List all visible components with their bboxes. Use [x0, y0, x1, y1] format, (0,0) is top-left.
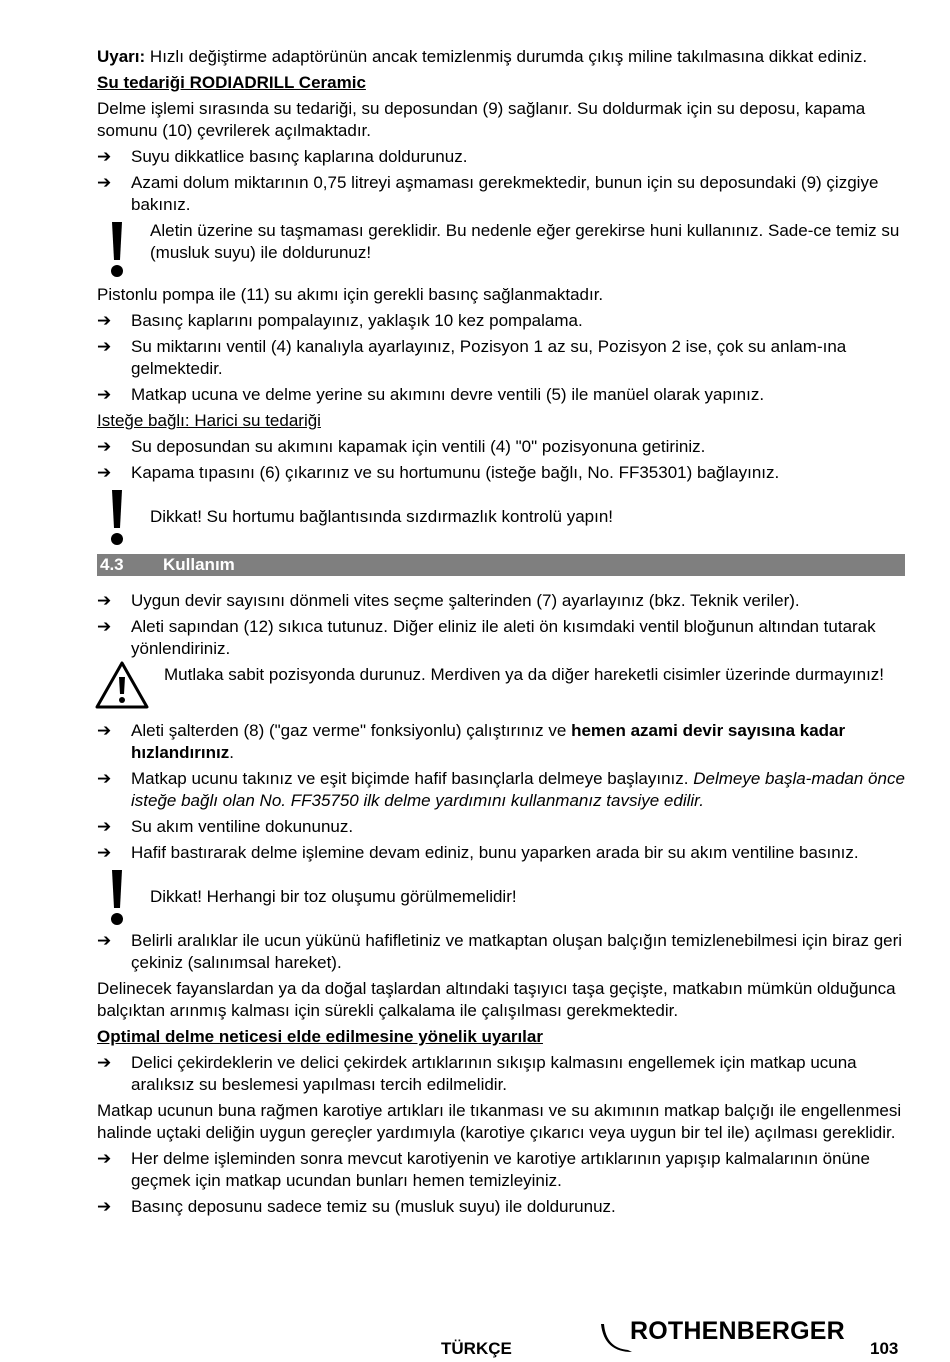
arrow-right-icon: ➔ [97, 721, 112, 740]
list-item [97, 816, 905, 838]
step-text: Basınç kaplarını pompalayınız, yaklaşık 10 kez pompalama. [131, 311, 583, 330]
arrow-right-icon: ➔ [97, 931, 112, 950]
caution-note [97, 488, 905, 546]
note-text: Dikkat! Su hortumu bağlantısında sızdırmazlık kontrolü yapın! [150, 507, 614, 526]
warning-label: Uyarı: [97, 47, 146, 66]
exclamation-icon [109, 222, 125, 278]
brand-logo [600, 1318, 850, 1356]
intro-warning [97, 46, 905, 68]
step-emphasis: hemen azami devir sayısına kadar hızlandırınız [131, 721, 846, 762]
water-supply-text: Delme işlemi sırasında su tedariği, su deposundan (9) sağlanır. Su doldurmak için su deposu, kapama somunu (10) çevrilerek açılmaktadır. [97, 99, 866, 140]
list-item [97, 616, 905, 660]
optional-supply-heading: Isteğe bağlı: Harici su tedariği [97, 411, 321, 430]
section-header [97, 554, 905, 576]
list-item [97, 930, 905, 974]
step-text: Delici çekirdeklerin ve delici çekirdek artıklarının sıkışıp kalmasını engellemek için matkap ucuna aralıksız su beslemesi yapılması tercih edilmelidir. [131, 1053, 857, 1094]
section-title: Kullanım [163, 555, 235, 574]
exclamation-icon [109, 490, 125, 546]
warning-text: Hızlı değiştirme adaptörünün ancak temizlenmiş durumda çıkış miline takılmasına dikkat ediniz. [145, 47, 868, 66]
arrow-right-icon: ➔ [97, 147, 112, 166]
list-item [97, 720, 905, 764]
step-text: Matkap ucunu takınız ve eşit biçimde hafif basınçlarla delmeye başlayınız. [131, 769, 694, 788]
list-item [97, 384, 905, 406]
step-text: Hafif bastırarak delme işlemine devam ediniz, bunu yaparken arada bir su akım ventiline basınız. [131, 843, 859, 862]
arrow-right-icon: ➔ [97, 1197, 112, 1216]
note-text: Aletin üzerine su taşmaması gereklidir. Bu nedenle eğer gerekirse huni kullanınız. Sade-ce temiz su (musluk suyu) ile doldurunuz! [150, 221, 900, 262]
step-text: Her delme işleminden sonra mevcut karotiyenin ve karotiye artıklarının yapışıp kalmalarının önüne geçmek için matkap ucundan bunları hemen temizleyiniz. [131, 1149, 870, 1190]
usage-text: Delinecek fayanslardan ya da doğal taşlardan altındaki taşıyıcı taşa geçişte, matkabın mümkün olduğunca balçıktan arınmış kalması için sürekli çalkalama ile çalışılması gerekmektedir. [97, 979, 896, 1020]
optimal-heading: Optimal delme neticesi elde edilmesine yönelik uyarılar [97, 1027, 543, 1046]
step-text: Su miktarını ventil (4) kanalıyla ayarlayınız, Pozisyon 1 az su, Pozisyon 2 ise, çok su anlam-ına gelmektedir. [131, 337, 847, 378]
step-text: Su deposundan su akımını kapamak için ventili (4) "0" pozisyonuna getiriniz. [131, 437, 706, 456]
step-text: Basınç deposunu sadece temiz su (musluk suyu) ile doldurunuz. [131, 1197, 616, 1216]
arrow-right-icon: ➔ [97, 463, 112, 482]
step-end: . [229, 743, 234, 762]
arrow-right-icon: ➔ [97, 843, 112, 862]
list-item [97, 768, 905, 812]
caution-note [97, 868, 905, 926]
list-item [97, 462, 905, 484]
arrow-right-icon: ➔ [97, 817, 112, 836]
footer-language: TÜRKÇE [441, 1339, 512, 1358]
section-number: 4.3 [100, 555, 124, 574]
list-item [97, 842, 905, 864]
step-text: Kapama tıpasını (6) çıkarınız ve su hortumunu (isteğe bağlı, No. FF35301) bağlayınız. [131, 463, 780, 482]
arrow-right-icon: ➔ [97, 591, 112, 610]
document-body [97, 46, 905, 1222]
pump-text: Pistonlu pompa ile (11) su akımı için gerekli basınç sağlanmaktadır. [97, 285, 604, 304]
step-text: Aleti şalterden (8) ("gaz verme" fonksiyonlu) çalıştırınız ve [131, 721, 572, 740]
arrow-right-icon: ➔ [97, 769, 112, 788]
arrow-right-icon: ➔ [97, 173, 112, 192]
warning-text: Mutlaka sabit pozisyonda durunuz. Merdiven ya da diğer hareketli cisimler üzerinde durmayınız! [164, 665, 885, 684]
brand-name: ROTHENBERGER [630, 1317, 845, 1345]
step-text: Uygun devir sayısını dönmeli vites seçme şalterinden (7) ayarlayınız (bkz. Teknik veriler). [131, 591, 800, 610]
list-item [97, 1052, 905, 1096]
exclamation-icon [109, 870, 125, 926]
arrow-right-icon: ➔ [97, 437, 112, 456]
step-text: Su akım ventiline dokununuz. [131, 817, 354, 836]
caution-note [97, 220, 905, 280]
list-item [97, 310, 905, 332]
arrow-right-icon: ➔ [97, 1149, 112, 1168]
list-item [97, 172, 905, 216]
water-supply-heading: Su tedariği RODIADRILL Ceramic [97, 73, 366, 92]
arrow-right-icon: ➔ [97, 617, 112, 636]
warning-note [97, 664, 905, 714]
list-item [97, 436, 905, 458]
list-item [97, 590, 905, 612]
step-text: Matkap ucuna ve delme yerine su akımını devre ventili (5) ile manüel olarak yapınız. [131, 385, 765, 404]
optimal-text: Matkap ucunun buna rağmen karotiye artıkları ile tıkanması ve su akımının matkap balçığı ile engellenmesi halinde uçtaki deliğin uygun gereçler yardımıyla (karotiye çıkarıcı veya uygun bir tel ile) açılması gereklidir. [97, 1101, 902, 1142]
list-item [97, 1196, 905, 1218]
step-text: Belirli aralıklar ile ucun yükünü hafifletiniz ve matkaptan oluşan balçığın temizlenebilmesi için biraz geri çekiniz (salınımsal hareket). [131, 931, 903, 972]
page-number: 103 [870, 1339, 899, 1358]
arrow-right-icon: ➔ [97, 385, 112, 404]
step-recommendation: Delmeye başla-madan önce isteğe bağlı olan No. FF35750 ilk delme yardımını kullanmanız tavsiye edilir. [131, 769, 905, 810]
arrow-right-icon: ➔ [97, 311, 112, 330]
step-text: Aleti sapından (12) sıkıca tutunuz. Diğer eliniz ile aleti ön kısımdaki ventil bloğunun altından tutarak yönlendiriniz. [131, 617, 876, 658]
step-text: Azami dolum miktarının 0,75 litreyi aşmaması gerekmektedir, bunun için su deposundaki (9) çizgiye bakınız. [131, 173, 879, 214]
warning-triangle-icon [94, 660, 150, 710]
note-text: Dikkat! Herhangi bir toz oluşumu görülmemelidir! [150, 887, 517, 906]
arrow-right-icon: ➔ [97, 337, 112, 356]
arrow-right-icon: ➔ [97, 1053, 112, 1072]
list-item [97, 336, 905, 380]
list-item [97, 1148, 905, 1192]
list-item [97, 146, 905, 168]
step-text: Suyu dikkatlice basınç kaplarına doldurunuz. [131, 147, 468, 166]
